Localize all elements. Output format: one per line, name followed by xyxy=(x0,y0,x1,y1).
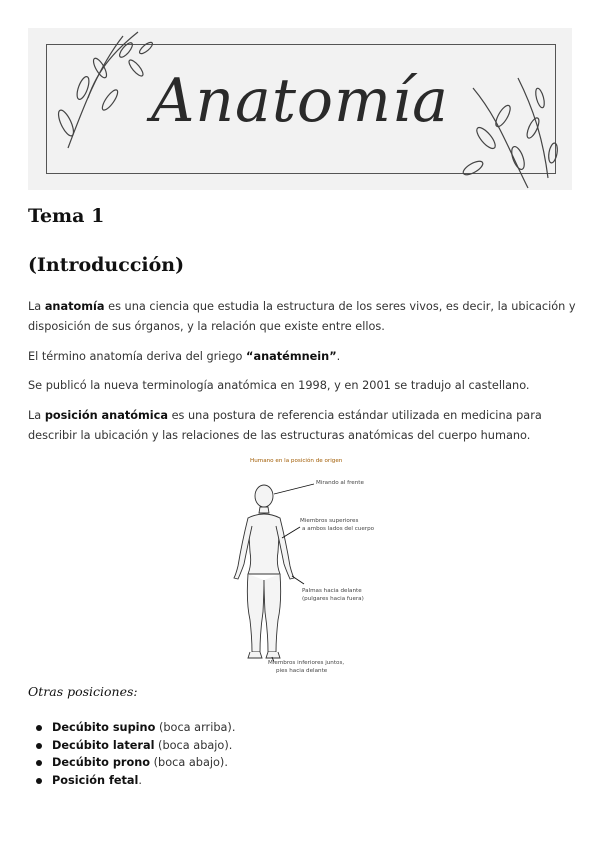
heading-tema: Tema 1 xyxy=(28,205,105,227)
otras-posiciones-title: Otras posiciones: xyxy=(28,684,138,699)
figure-label-palms-2: (pulgares hacia fuera) xyxy=(302,596,364,602)
figure-label-legs-2: pies hacia delante xyxy=(276,668,328,674)
list-item: Decúbito prono (boca abajo). xyxy=(34,754,235,772)
title-banner xyxy=(28,28,572,190)
heading-introduccion: (Introducción) xyxy=(28,254,185,276)
figure-label-arms-1: Miembros superiores xyxy=(300,518,359,524)
paragraph-posicion-anatomica: La posición anatómica es una postura de referencia estándar utilizada en medicina para describir la ubicación y las relaciones de las estructuras anatómicas del cuerpo humano. xyxy=(28,409,542,442)
banner-title: Anatomía xyxy=(151,66,449,136)
positions-list xyxy=(34,719,235,789)
paragraph-terminologia: Se publicó la nueva terminología anatómica en 1998, y en 2001 se tradujo al castellano. xyxy=(28,379,530,392)
list-item: Decúbito supino (boca arriba). xyxy=(34,719,235,737)
figure-label-head: Mirando al frente xyxy=(316,480,364,486)
paragraph-anatomia: La anatomía es una ciencia que estudia la estructura de los seres vivos, es decir, la ubicación y disposición de sus órganos, y la relación que existe entre ellos. xyxy=(28,300,576,333)
paragraph-etimologia: El término anatomía deriva del griego “anatémnein”. xyxy=(28,350,341,363)
list-item: Posición fetal. xyxy=(34,772,235,790)
figure-label-palms-1: Palmas hacia delante xyxy=(302,588,362,594)
bullet-icon xyxy=(36,760,42,766)
anatomical-position-figure xyxy=(210,452,390,680)
figure-label-legs-1: Miembros inferiores juntos, xyxy=(268,660,345,666)
figure-caption: Humano en la posición de origen xyxy=(250,458,343,464)
list-item: Decúbito lateral (boca abajo). xyxy=(34,737,235,755)
bullet-icon xyxy=(36,725,42,731)
bullet-icon xyxy=(36,778,42,784)
bullet-icon xyxy=(36,743,42,749)
figure-label-arms-2: a ambos lados del cuerpo xyxy=(302,526,375,532)
